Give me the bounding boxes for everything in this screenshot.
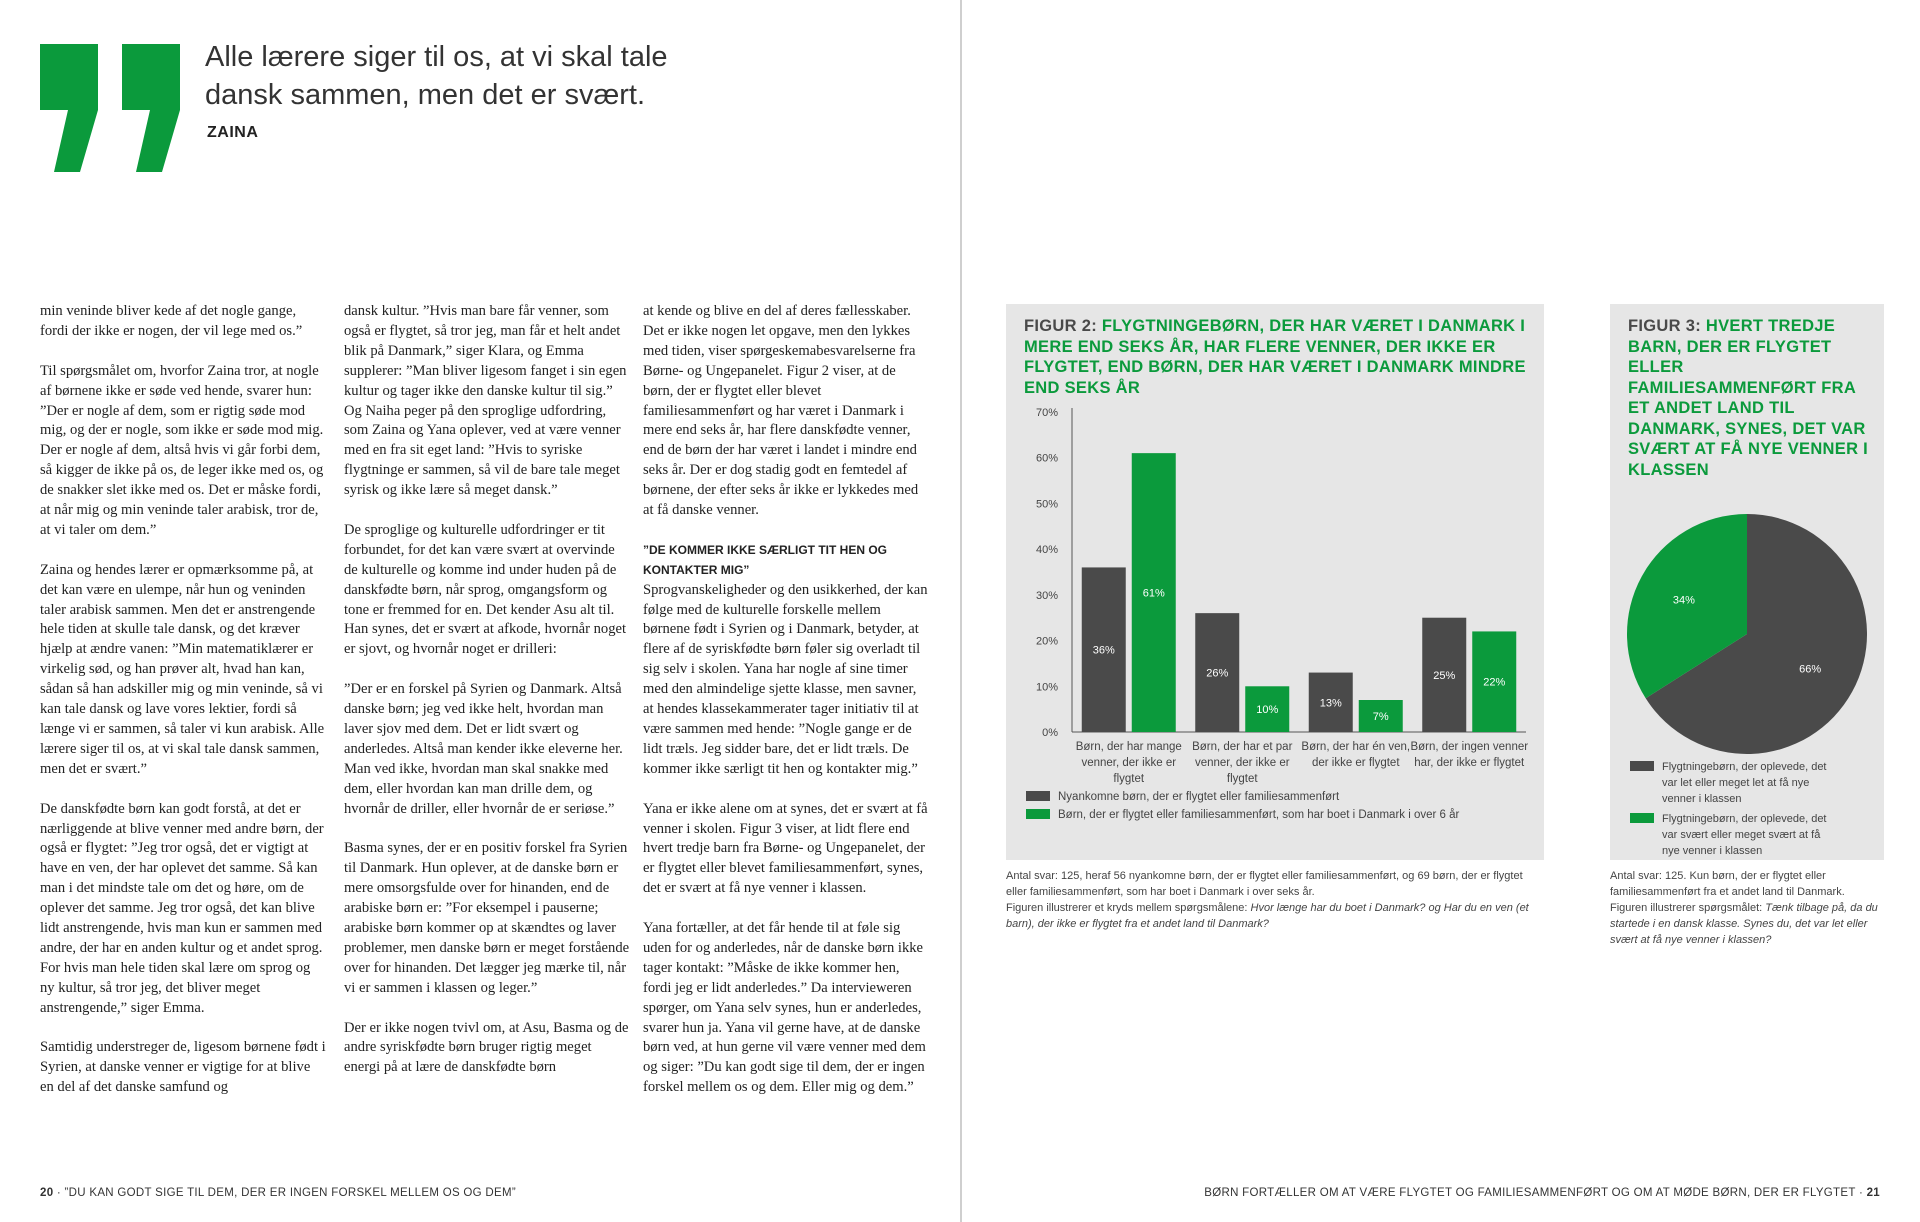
category-label: flygtet (1113, 773, 1145, 785)
category-label: flygtet (1226, 773, 1258, 785)
figure-2-note-line1: Antal svar: 125, heraf 56 nyankomne børn, der er flygtet eller familiesammenført, og 69 børn, der er flygtet (1006, 870, 1523, 882)
figure-2-label: FIGUR 2: (1024, 317, 1102, 335)
y-tick-label: 0% (1042, 727, 1058, 739)
paragraph: De sproglige og kulturelle udfordringer er tit forbundet, for det kan være svært at overvinde de kulturelle og komme ind under huden på de danskfødte børn, når sprog, omgangsform og tone er fremmed for en. Det kender Asu alt til. Han synes, det er svært at afkode, hvornår noget er sjovt, og hvornår noget er drilleri: (344, 521, 627, 658)
legend-label: Nyankomne børn, der er flygtet eller familiesammenført (1058, 791, 1340, 803)
pull-quote (205, 38, 685, 114)
bar-value-label: 13% (1319, 697, 1342, 710)
pie-value-label: 34% (1672, 594, 1695, 607)
legend-swatch (1630, 813, 1654, 823)
paragraph: Der er ikke nogen tvivl om, at Asu, Basma og de andre syriskfødte børn bruger rigtig meget energi på at lære de danskfødte børn (344, 1019, 629, 1076)
figure-2-panel (1006, 304, 1544, 860)
subheading-line2: KONTAKTER MIG” (643, 562, 750, 577)
y-tick-label: 40% (1035, 544, 1058, 557)
paragraph: Basma synes, der er en positiv forskel fra Syrien til Danmark. Hun oplever, at de danske børn er mere omsorgsfulde over for hinanden, end de arabiske børn er: ”For eksempel i pauserne; arabiske børn kommer op at skændtes og laver problemer, men danske børn er meget forstående over for hinanden. Det lægger jeg mærke til, når vi er sammen i klassen og leger.” (344, 840, 630, 996)
bar-value-label: 7% (1372, 711, 1389, 723)
text-column-2 (344, 302, 630, 1098)
category-label: har, der ikke er flygtet (1414, 757, 1525, 769)
legend-swatch (1026, 809, 1050, 819)
paragraph: Samtidig understreger de, ligesom børnene født i Syrien, at danske venner er vigtige for at blive en del af det danske samfund og (40, 1039, 326, 1096)
y-tick-label: 50% (1035, 498, 1058, 511)
paragraph: at kende og blive en del af deres fællesskaber. Det er ikke nogen let opgave, men den lykkes med tiden, viser spørgeskemabesvarelserne fra Børne- og Ungepanelet. Figur 2 viser, at de børn, der er flygtet eller blevet familiesammenført og har været i Danmark i mere end seks år, har flere danskfødte venner, end de børn der har været i landet i mindre end seks år. Der er dog stadig godt en femtedel af børnene, der efter seks år ikke er lykkedes med at få danske venner. (643, 303, 919, 519)
legend-label: Flygtningebørn, der oplevede, det (1662, 761, 1827, 773)
y-tick-label: 10% (1035, 681, 1058, 694)
y-tick-label: 30% (1035, 589, 1058, 602)
legend-swatch (1630, 761, 1654, 771)
legend-label: var svært eller meget svært at få (1662, 829, 1821, 841)
figure-3-heading: HVERT TREDJE BARN, DER ER FLYGTET ELLER FAMILIESAMMENFØRT FRA ET ANDET LAND TIL DANMARK, SYNES, DET VAR SVÆRT AT FÅ NYE VENNER I KLASSEN (1628, 317, 1869, 479)
paragraph: Yana er ikke alene om at synes, det er svært at få venner i skolen. Figur 3 viser, at lidt flere end hvert tredje barn fra Børne- og Ungepanelet, der er flygtet eller blevet familiesammenført, synes, det er svært at få nye venner i klassen. (643, 800, 928, 897)
figure-2-note-question: Hvor længe har du boet i Danmark? og Har du en ven (et barn), der ikke er flygtet fra et andet land til Danmark? (1006, 902, 1529, 930)
y-tick-label: 70% (1035, 407, 1058, 419)
category-label: Børn, der har et par (1192, 741, 1293, 753)
paragraph: De danskfødte børn kan godt forstå, at det er nærliggende at blive venner med andre børn, der også er flygtet: ”Jeg tror også, det er vigtigt at have en ven, der har oplevet det samme. Så kan man i det mindste tale om det og høre, om de oplever det samme. Jeg tror også, det kan blive lidt anstrengende, hvis man kun er sammen med andre, der har en anden kultur og et andet sprog. For hvis man hele tiden skal lære om sprog og ny kultur, så tror jeg, det bliver meget anstrengende,” siger Emma. (40, 800, 324, 1016)
page-number-right: 21 (1866, 1187, 1880, 1199)
footer-left (40, 1187, 516, 1199)
figure-3-note-line2 (1610, 900, 1884, 948)
figure-3-note-lead: Figuren illustrerer spørgsmålet: (1610, 902, 1766, 914)
footer-left-title: · ”DU KAN GODT SIGE TIL DEM, DER ER INGEN FORSKEL MELLEM OS OG DEM” (53, 1187, 516, 1199)
quote-author: ZAINA (207, 124, 259, 141)
pie-value-label: 66% (1799, 663, 1822, 676)
figure-2-note (1006, 868, 1546, 932)
figure-3-panel (1610, 304, 1884, 860)
right-page (962, 0, 1920, 1222)
figure-2-bar-chart (1006, 304, 1544, 860)
figure-3-note-line1: Antal svar: 125. Kun børn, der er flygtet eller familiesammenført fra et andet land til Danmark. (1610, 870, 1845, 898)
subheading-line1: ”DE KOMMER IKKE SÆRLIGT TIT HEN OG (643, 542, 888, 557)
category-label: Børn, der har én ven, (1301, 741, 1411, 753)
paragraph: Yana fortæller, at det får hende til at føle sig uden for og anderledes, når de danske børn ikke tager kontakt: ”Måske de ikke kommer hen, fordi jeg er lidt anderledes.” Da intervieweren spørger, om Yana selv synes, hun er anderledes, svarer hun ja. Yana vil gerne have, at de danske børn ved, at hun gerne vil være venner med dem og siger: ”Du kan godt sige til dem, der er ingen forskel mellem os og dem. Eller mig og dem.” (643, 920, 926, 1096)
category-label: Børn, der ingen venner (1410, 741, 1529, 753)
bar-value-label: 36% (1092, 644, 1115, 657)
figure-3-pie-chart (1610, 304, 1884, 860)
paragraph: ”Der er en forskel på Syrien og Danmark. Altså danske børn; jeg ved ikke helt, hvordan man laver sjov med dem. Det er lidt svært og anderledes. Altså man kender ikke eleverne her. Man ved ikke, hvordan man skal snakke med dem, eller hvordan kan man drille dem, og hvornår de driller, eller hvornår de er seriøse.” (344, 681, 623, 817)
bar-value-label: 26% (1206, 667, 1229, 680)
page-number-left: 20 (40, 1187, 54, 1199)
paragraph: dansk kultur. ”Hvis man bare får venner, som også er flygtet, så tror jeg, man får et helt andet blik på Danmark,” siger Klara, og Emma supplerer: ”Man bliver ligesom fanget i sin egen kultur og tager ikke den danske kultur til sig.” Og Naiha peger på den sproglige udfordring, som Zaina og Yana oplever, ved at være venner med en fra sit eget land: ”Hvis to syriske flygtninge er sammen, så vil de bare tale meget syrisk og ikke lære så meget dansk.” (344, 303, 627, 499)
paragraph: Sprogvanskeligheder og den usikkerhed, der kan følge med de kulturelle forskelle mellem børnene født i Syrien og i Danmark, betyder, at flere af de syriskfødte børn føler sig overladt til sig selv i skolen. Yana har nogle af sine timer med den almindelige sjette klasse, men savner, at hendes klassekammerater tager initiativ til at være sammen med hende: ”Nogle gange er de lidt træls. Jeg sidder bare, det er lidt træls. De kommer ikke særligt tit hen og kontakter mig.” (643, 581, 928, 777)
category-label: venner, der ikke er (1081, 757, 1177, 769)
category-label: venner, der ikke er (1194, 757, 1290, 769)
figure-3-label: FIGUR 3: (1628, 317, 1706, 335)
paragraph: Til spørgsmålet om, hvorfor Zaina tror, at nogle af børnene ikke er søde ved hende, svarer hun: ”Der er nogle af dem, som er rigtig søde mod mig, og der er nogle, som ikke er søde mod mig. Der er nogle af dem, altså hvis vi går forbi dem, så kigger de ikke på os, de leger ikke med os, og de snakker slet ikke med os. Det er måske fordi, at når mig og min veninde taler arabisk, tror de, at vi taler om dem.” (40, 362, 324, 538)
bar-value-label: 25% (1433, 669, 1456, 682)
bar-value-label: 61% (1142, 587, 1165, 600)
footer-right-title: BØRN FORTÆLLER OM AT VÆRE FLYGTET OG FAMILIESAMMENFØRT OG OM AT MØDE BØRN, DER ER FLYGTET · (1204, 1187, 1867, 1199)
figure-2-note-lead: Figuren illustrerer et kryds mellem spørgsmålene: (1006, 902, 1251, 914)
text-column-3 (643, 302, 929, 1118)
legend-label: var let eller meget let at få nye (1662, 777, 1810, 789)
pull-quote-line1: Alle lærere siger til os, at vi skal tale (205, 41, 668, 73)
paragraph: min veninde bliver kede af det nogle gange, fordi der ikke er nogen, der vil lege med os.” (40, 303, 303, 339)
legend-label: Børn, der er flygtet eller familiesammenført, som har boet i Danmark i over 6 år (1058, 809, 1460, 821)
pull-quote-line2: dansk sammen, men det er svært. (205, 79, 645, 111)
text-column-1 (40, 302, 326, 1118)
footer-right (1204, 1187, 1880, 1199)
legend-label: Flygtningebørn, der oplevede, det (1662, 813, 1827, 825)
y-tick-label: 20% (1035, 635, 1058, 648)
bar-value-label: 10% (1256, 704, 1279, 717)
section-subheading (643, 541, 929, 581)
legend-label: venner i klassen (1662, 793, 1742, 805)
figure-3-note (1610, 868, 1884, 948)
legend-label: nye venner i klassen (1662, 845, 1763, 857)
paragraph: Zaina og hendes lærer er opmærksomme på, at det kan være en ulempe, når hun og veninden taler arabisk sammen. Men det er anstrengende hele tiden at skulle tale dansk, og det kræver hjælp at ændre vanen: ”Min matematiklærer er virkelig sød, og han prøver alt, hvad han kan, sådan så han adskiller mig og min veninde, så vi kan tale dansk og lave vores lektier, fordi så længe vi er sammen, så taler vi kun arabisk. Alle lærere siger til os, at vi skal tale dansk sammen, men det er svært.” (40, 561, 325, 777)
figure-2-note-line2: eller familiesammenført, som har boet i Danmark i over seks år. (1006, 886, 1315, 898)
category-label: der ikke er flygtet (1311, 757, 1400, 769)
bar-value-label: 22% (1483, 676, 1506, 689)
figure-3-note-question: Tænk tilbage på, da du startede i en dansk klasse. Synes du, det var let eller svært at få nye venner i klassen? (1610, 902, 1878, 946)
y-tick-label: 60% (1035, 452, 1058, 465)
category-label: Børn, der har mange (1075, 741, 1182, 753)
figure-2-heading: FLYGTNINGEBØRN, DER HAR VÆRET I DANMARK I MERE END SEKS ÅR, HAR FLERE VENNER, DER IKKE ER FLYGTET, END BØRN, DER HAR VÆRET I DANMARK MINDRE END SEKS ÅR (1024, 317, 1526, 397)
quote-mark-icon (40, 44, 190, 172)
legend-swatch (1026, 791, 1050, 801)
figure-2-note-line3 (1006, 900, 1546, 932)
